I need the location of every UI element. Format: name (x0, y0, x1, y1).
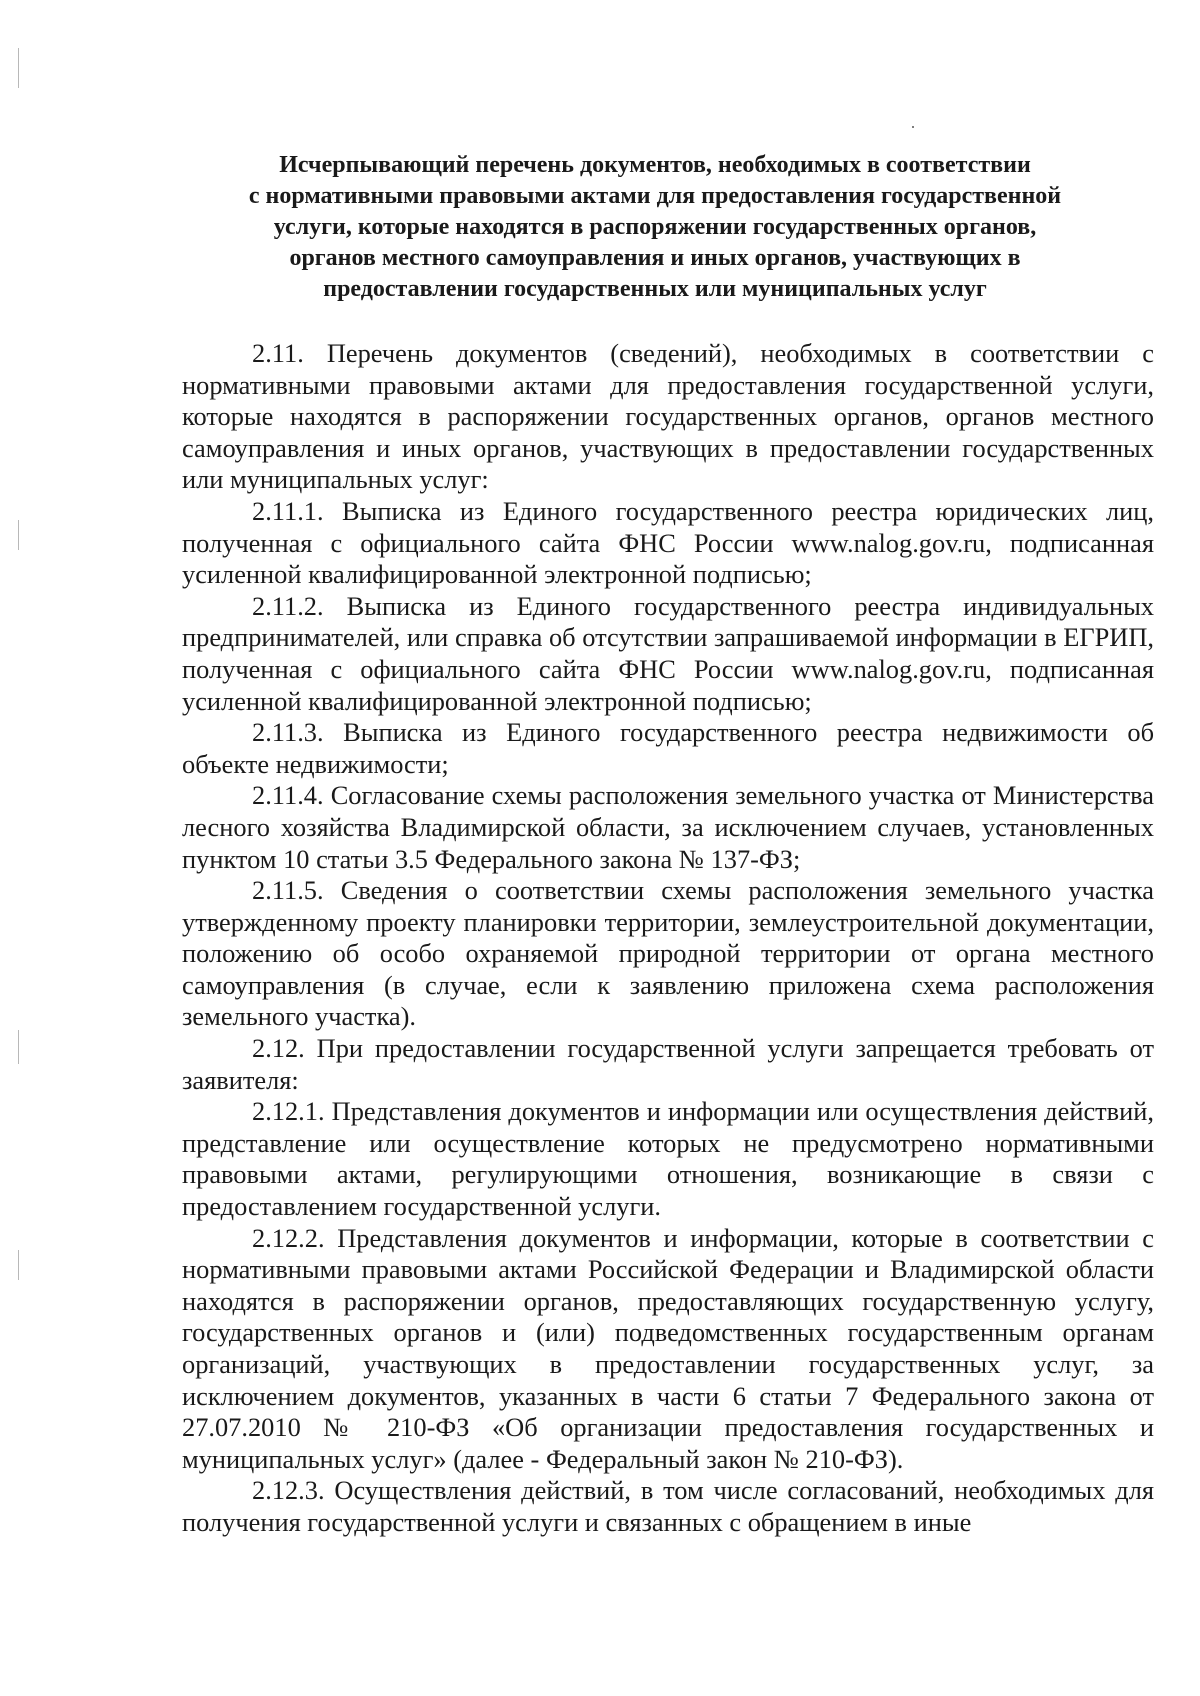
paragraph-2-12-1: 2.12.1. Представления документов и информации или осуществления действий, представление или осуществление которых не предусмотрено нормативными правовыми актами, регулирующими отношения, возникающие в связи с предоставлением государственной услуги. (182, 1096, 1154, 1222)
paragraph-2-11-1: 2.11.1. Выписка из Единого государственного реестра юридических лиц, полученная с официального сайта ФНС России www.nalog.gov.ru, подписанная усиленной квалифицированной электронной подписью; (182, 495, 1154, 590)
scan-margin-mark (18, 48, 19, 88)
paragraph-2-12-3: 2.12.3. Осуществления действий, в том числе согласований, необходимых для получения государственной услуги и связанных с обращением в иные (182, 1475, 1154, 1537)
scan-dot (912, 126, 914, 128)
paragraph-2-12: 2.12. При предоставлении государственной услуги запрещается требовать от заявителя: (182, 1033, 1154, 1095)
heading-line: органов местного самоуправления и иных органов, участвующих в (289, 245, 1021, 271)
heading-line: предоставлении государственных или муниципальных услуг (323, 276, 987, 302)
document-heading (175, 150, 1135, 305)
paragraph-2-11: 2.11. Перечень документов (сведений), необходимых в соответствии с нормативными правовыми актами для предоставления государственной услуги, которые находятся в распоряжении государственных органов, органов местного самоуправления и иных органов, участвующих в предоставлении государственных или муниципальных услуг: (182, 338, 1154, 495)
paragraph-2-12-2: 2.12.2. Представления документов и информации, которые в соответствии с нормативными правовыми актами Российской Федерации и Владимирской области находятся в распоряжении органов, предоставляющих государственную услугу, государственных органов и (или) подведомственных государственным органам организаций, участвующих в предоставлении государственных услуг, за исключением документов, указанных в части 6 статьи 7 Федерального закона от 27.07.2010 № 210-ФЗ «Об организации предоставления государственных и муниципальных услуг» (далее - Федеральный закон № 210-ФЗ). (182, 1222, 1154, 1474)
paragraph-2-11-3: 2.11.3. Выписка из Единого государственного реестра недвижимости об объекте недвижимости; (182, 717, 1154, 779)
heading-line: услуги, которые находятся в распоряжении государственных органов, (273, 214, 1037, 240)
paragraph-2-11-2: 2.11.2. Выписка из Единого государственного реестра индивидуальных предпринимателей, или справка об отсутствии запрашиваемой информации в ЕГРИП, полученная с официального сайта ФНС России www.nalog.gov.ru, подписанная усиленной квалифицированной электронной подписью; (182, 590, 1154, 716)
scan-margin-mark (18, 520, 19, 550)
paragraph-2-11-5: 2.11.5. Сведения о соответствии схемы расположения земельного участка утвержденному проекту планировки территории, землеустроительной документации, положению об особо охраняемой природной территории от органа местного самоуправления (в случае, если к заявлению приложена схема расположения земельного участка). (182, 875, 1154, 1032)
heading-line: с нормативными правовыми актами для предоставления государственной (248, 183, 1062, 209)
document-body (182, 338, 1154, 1539)
scan-margin-mark (18, 1030, 19, 1064)
paragraph-2-11-4: 2.11.4. Согласование схемы расположения земельного участка от Министерства лесного хозяйства Владимирской области, за исключением случаев, установленных пунктом 10 статьи 3.5 Федерального закона № 137-ФЗ; (182, 780, 1154, 874)
heading-line: Исчерпывающий перечень документов, необходимых в соответствии (279, 152, 1031, 178)
scan-margin-mark (18, 1250, 19, 1280)
